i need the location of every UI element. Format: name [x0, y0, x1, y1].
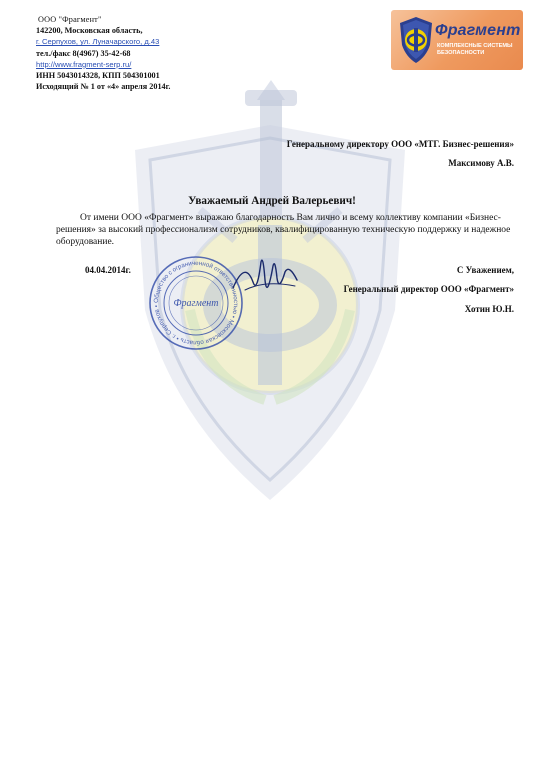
closing-line: С Уважением,: [456, 265, 514, 275]
stamp-center-text: Фрагмент: [173, 298, 219, 309]
sender-org: ООО "Фрагмент": [38, 15, 102, 24]
sender-phone: тел./факс 8(4967) 35-42-68: [36, 48, 131, 58]
sender-address-1: 142200, Московская область,: [36, 26, 143, 36]
logo-tagline: КОМПЛЕКСНЫЕ СИСТЕМЫ БЕЗОПАСНОСТИ: [437, 43, 513, 56]
shield-emblem-icon: [397, 15, 435, 65]
signer-name: Хотин Ю.Н.: [464, 304, 514, 314]
letter-date: 04.04.2014г.: [85, 265, 131, 275]
company-logo: [391, 10, 523, 70]
greeting: Уважаемый Андрей Валерьевич!: [188, 195, 356, 207]
letter-body: От имени ООО «Фрагмент» выражаю благодарность Вам лично и всему коллективу компании «Бизнес-решения» за высокий профессионализм сотрудников, квалифицированную техническую поддержку и надежное оборудование.: [56, 213, 511, 248]
sender-block: [36, 14, 170, 92]
sender-inn: ИНН 5043014328, КПП 504301001: [36, 71, 160, 81]
addressee-line-1: Генеральному директору ООО «МТГ. Бизнес-решения»: [286, 139, 514, 149]
sender-address-2: г. Серпухов, ул. Луначарского, д.43: [36, 37, 160, 47]
outgoing-number: Исходящий № 1 от «4» апреля 2014г.: [36, 82, 171, 92]
logo-brand-text: Фрагмент: [435, 22, 521, 39]
handwritten-signature: [225, 250, 305, 310]
addressee-line-2: Максимову А.В.: [448, 158, 514, 168]
sender-website-link[interactable]: http://www.fragment-serp.ru/: [36, 59, 132, 69]
stamp-ring-text: Общество с ограниченной ответственностью • Московская область • г. Серпухов •: [152, 259, 240, 347]
signer-position: Генеральный директор ООО «Фрагмент»: [343, 284, 514, 294]
